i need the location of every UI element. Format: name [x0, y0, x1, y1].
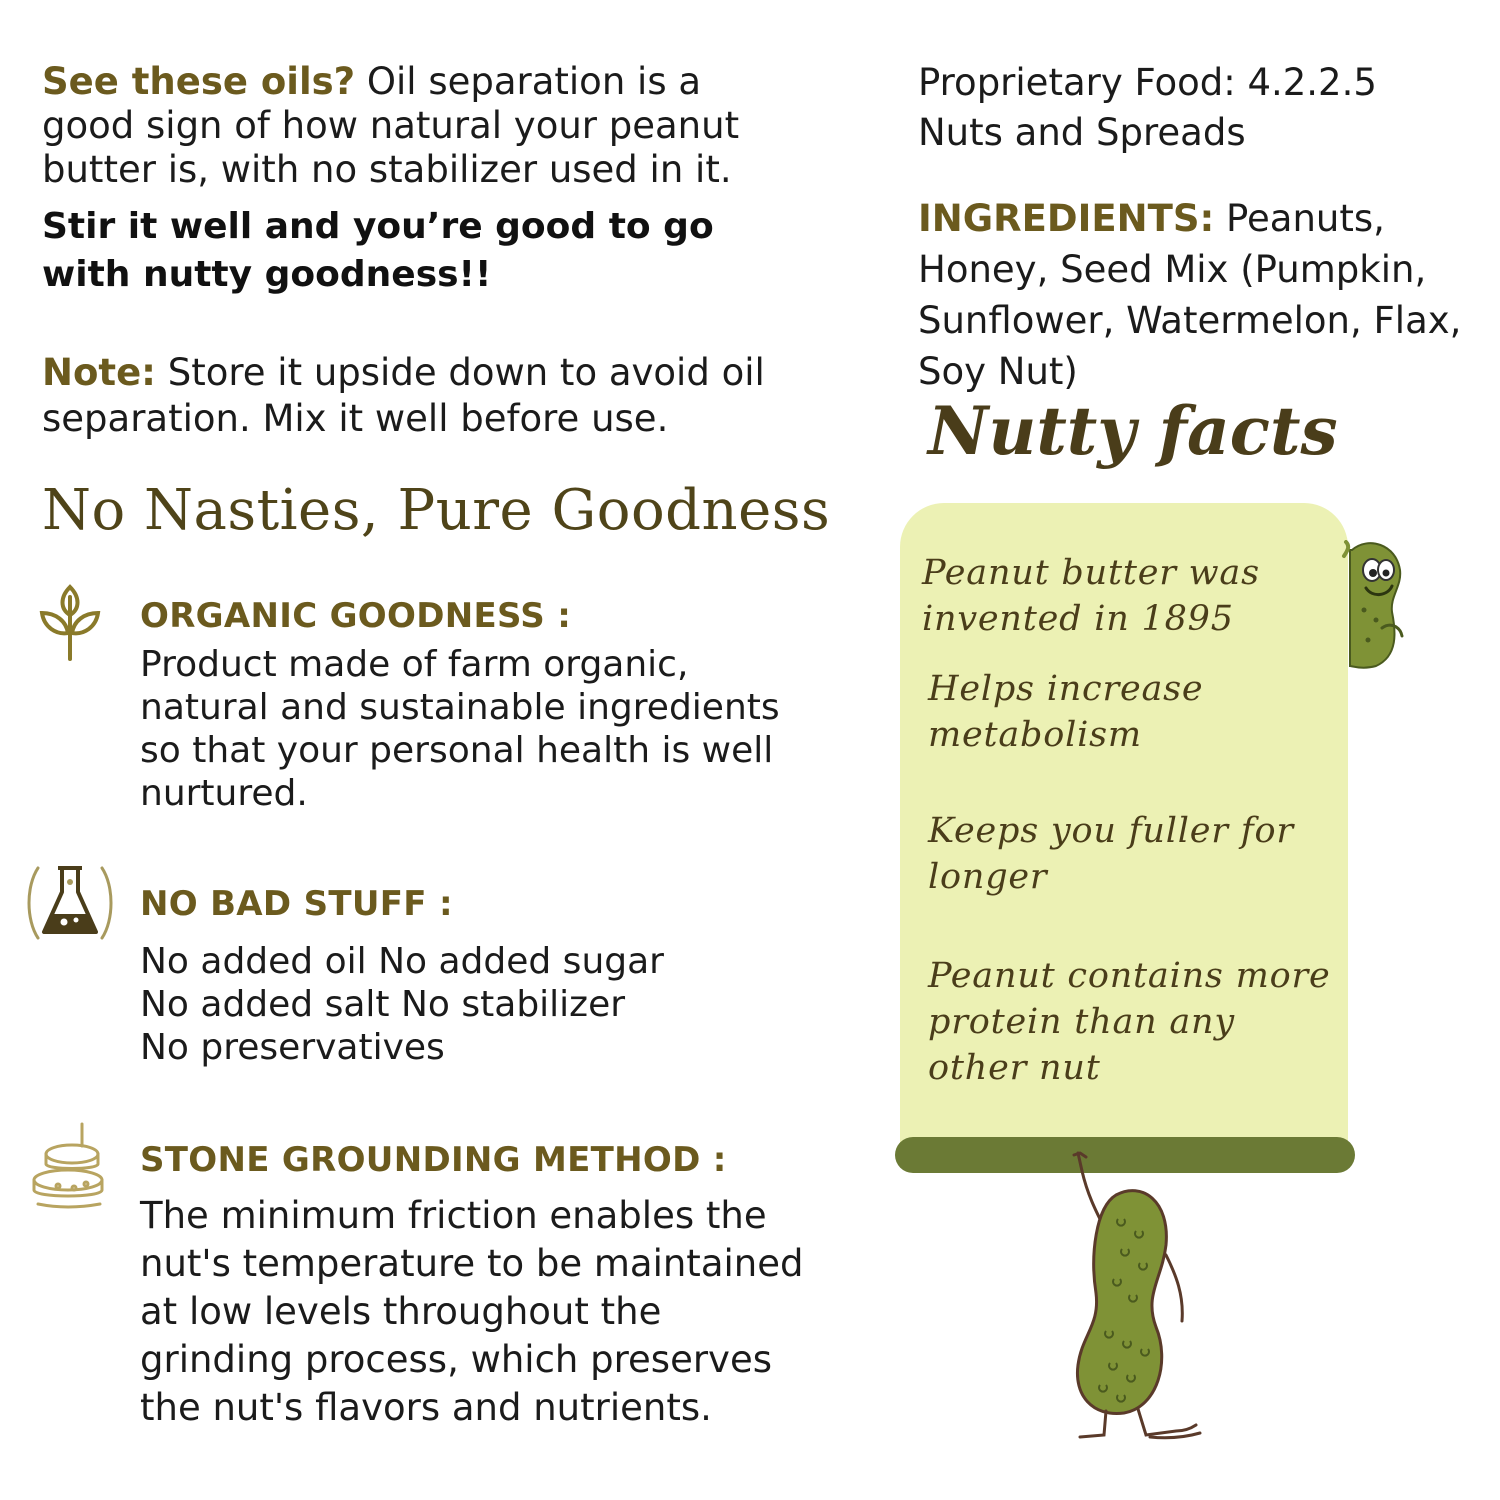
proprietary-food-code: Proprietary Food: 4.2.2.5 [918, 61, 1377, 104]
oil-separation-body: Oil separation is a good sign of how natural your peanut butter is, with no stabilizer used in it. [42, 60, 740, 191]
feature-title-no-bad-stuff: NO BAD STUFF : [140, 884, 453, 924]
ingredients-label: INGREDIENTS: [918, 197, 1215, 240]
proprietary-food-category: Nuts and Spreads [918, 111, 1246, 154]
headline: No Nasties, Pure Goodness [42, 478, 831, 543]
nutty-fact: Peanut butter was invented in 1895 [922, 553, 1260, 639]
ingredients [918, 193, 1493, 397]
no-bad-stuff-line: No preservatives [140, 1027, 445, 1068]
nutty-fact: Peanut contains more protein than any other nut [928, 956, 1331, 1088]
oil-separation-lead: See these oils? [42, 60, 356, 103]
feature-title-organic: ORGANIC GOODNESS : [140, 596, 572, 636]
note-body: Store it upside down to avoid oil separation. Mix it well before use. [42, 351, 765, 440]
feature-body-no-bad-stuff [140, 940, 800, 1069]
storage-note [42, 350, 802, 442]
no-bad-stuff-line: No added salt No stabilizer [140, 984, 626, 1025]
note-lead: Note: [42, 351, 156, 394]
feature-title-stone-grounding: STONE GROUNDING METHOD : [140, 1140, 727, 1180]
grinding-stone-icon [28, 1120, 108, 1212]
proprietary-food-info [918, 58, 1478, 158]
peeking-peanut-mascot [1338, 540, 1410, 676]
standing-peanut-mascot [1000, 1145, 1240, 1449]
ingredients-list: Peanuts, Honey, Seed Mix (Pumpkin, Sunflower, Watermelon, Flax, Soy Nut) [918, 197, 1462, 393]
nutty-fact: Helps increase metabolism [928, 669, 1204, 755]
nutty-facts-title: Nutty facts [928, 392, 1338, 470]
no-bad-stuff-line: No added oil No added sugar [140, 941, 664, 982]
oil-separation-text [42, 60, 802, 192]
stir-text: Stir it well and you’re good to go with nutty goodness!! [42, 206, 714, 295]
feature-body-stone-grounding: The minimum friction enables the nut's temperature to be maintained at low levels throughout the grinding process, which preserves the nut's flavors and nutrients. [140, 1194, 804, 1429]
leaf-icon [38, 583, 102, 663]
flask-icon [24, 862, 116, 944]
nutty-fact: Keeps you fuller for longer [928, 811, 1294, 897]
feature-body-organic: Product made of farm organic, natural and sustainable ingredients so that your personal health is well nurtured. [140, 644, 780, 814]
